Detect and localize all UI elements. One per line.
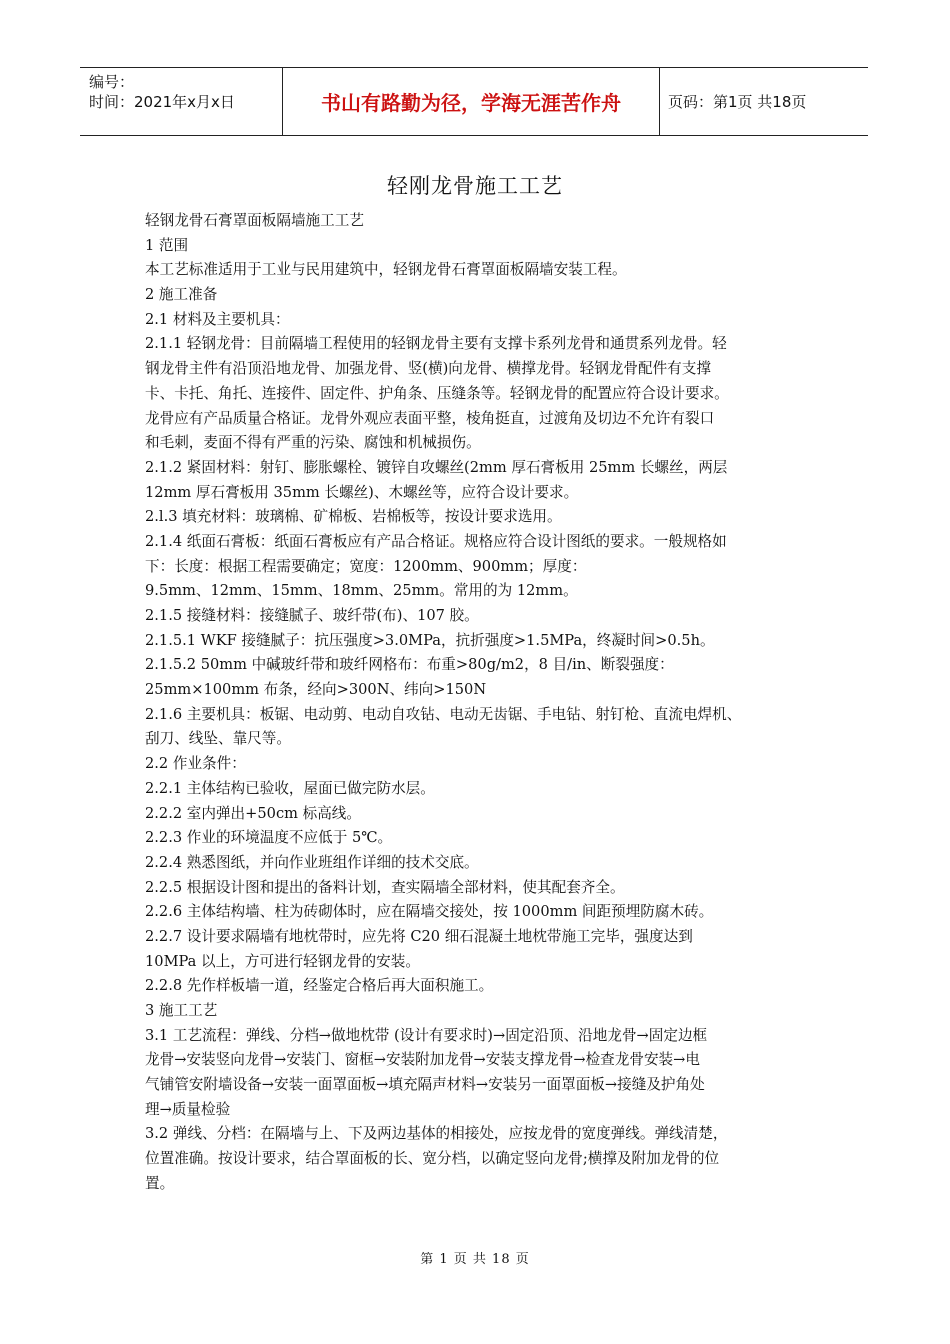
body-line: 2.1 材料及主要机具： (145, 310, 290, 328)
body-line: 10MPa 以上，方可进行轻钢龙骨的安装。 (145, 952, 420, 970)
header-info-cell (80, 68, 282, 135)
body-line: 1 范围 (145, 236, 189, 254)
body-line: 置。 (145, 1174, 175, 1192)
body-line: 卡、卡托、角托、连接件、固定件、护角条、压缝条等。轻钢龙骨的配置应符合设计要求。 (145, 384, 729, 402)
document-title: 轻刚龙骨施工工艺 (387, 174, 563, 198)
body-line: 2.1.5.2 50mm 中碱玻纤带和玻纤网格布：布重>80g/m2，8 目/in、断裂强度： (145, 656, 674, 674)
body-line: 龙骨应有产品质量合格证。龙骨外观应表面平整，棱角挺直，过渡角及切边不允许有裂口 (145, 409, 715, 427)
header-page-info: 页码：第1页 共18页 (668, 93, 807, 111)
page-header (80, 67, 868, 136)
body-line: 2.2.1 主体结构已验收，屋面已做完防水层。 (145, 779, 435, 797)
body-line: 位置准确。按设计要求，结合罩面板的长、宽分档，以确定竖向龙骨;横撑及附加龙骨的位 (145, 1150, 720, 1168)
body-line: 2.1.1 轻钢龙骨：目前隔墙工程使用的轻钢龙骨主要有支撑卡系列龙骨和通贯系列龙骨。轻 (145, 335, 727, 353)
body-line: 气铺管安附墙设备→安装一面罩面板→填充隔声材料→安装另一面罩面板→接缝及护角处 (145, 1076, 705, 1094)
body-line: 2.1.4 纸面石膏板：纸面石膏板应有产品合格证。规格应符合设计图纸的要求。一般规格如 (145, 532, 727, 550)
body-line: 2.2.7 设计要求隔墙有地枕带时，应先将 C20 细石混凝土地枕带施工完毕，强度达到 (145, 927, 693, 945)
body-line: 2.2.8 先作样板墙一道，经鉴定合格后再大面积施工。 (145, 977, 494, 995)
document-number-label: 编号： (89, 73, 135, 91)
body-line: 和毛刺，麦面不得有严重的污染、腐蚀和机械损伤。 (145, 434, 481, 452)
document-body (145, 209, 813, 1197)
document-date-label: 时间：2021年x月x日 (89, 93, 235, 111)
body-line: 钢龙骨主件有沿顶沿地龙骨、加强龙骨、竖(横)向龙骨、横撑龙骨。轻钢龙骨配件有支撑 (145, 360, 711, 378)
body-line: 12mm 厚石膏板用 35mm 长螺丝)、木螺丝等，应符合设计要求。 (145, 483, 579, 501)
body-line: 25mm×100mm 布条，经向>300N、纬向>150N (145, 681, 487, 699)
body-line: 2.2.5 根据设计图和提出的备料计划，查实隔墙全部材料，使其配套齐全。 (145, 878, 625, 896)
body-line: 下：长度：根据工程需要确定；宽度：1200mm、900mm；厚度： (145, 557, 587, 575)
body-line: 轻钢龙骨石膏罩面板隔墙施工工艺 (145, 212, 364, 229)
body-line: 2.1.5 接缝材料：接缝腻子、玻纤带(布)、107 胶。 (145, 607, 479, 624)
body-line: 本工艺标准适用于工业与民用建筑中，轻钢龙骨石膏罩面板隔墙安装工程。 (145, 261, 627, 279)
body-line: 刮刀、线坠、靠尺等。 (145, 730, 291, 748)
page-footer: 第 1 页 共 18 页 (420, 1252, 530, 1267)
body-line: 2.2.6 主体结构墙、柱为砖砌体时，应在隔墙交接处，按 1000mm 间距预埋防腐木砖。 (145, 903, 714, 921)
body-line: 2 施工准备 (145, 286, 218, 304)
body-line: 龙骨→安装竖向龙骨→安装门、窗框→安装附加龙骨→安装支撑龙骨→检查龙骨安装→电 (145, 1051, 700, 1069)
body-line: 3.1 工艺流程：弹线、分档→做地枕带 (设计有要求时)→固定沿顶、沿地龙骨→固定边框 (145, 1026, 708, 1044)
body-line: 2.1.2 紧固材料：射钉、膨胀螺栓、镀锌自攻螺丝(2mm 厚石膏板用 25mm 长螺丝，两层 (145, 458, 728, 476)
body-line: 2.1.6 主要机具：板锯、电动剪、电动自攻钻、电动无齿锯、手电钻、射钉枪、直流电焊机、 (145, 705, 742, 723)
body-line: 3 施工工艺 (145, 1002, 218, 1019)
body-line: 2.1.5.1 WKF 接缝腻子：抗压强度>3.0MPa，抗折强度>1.5MPa，终凝时间>0.5h。 (145, 631, 715, 649)
body-line: 3.2 弹线、分档：在隔墙与上、下及两边基体的相接处，应按龙骨的宽度弹线。弹线清楚， (145, 1125, 728, 1143)
body-line: 2.2.4 熟悉图纸，并向作业班组作详细的技术交底。 (145, 853, 479, 871)
body-line: 2.2.2 室内弹出+50cm 标高线。 (145, 804, 361, 822)
body-line: 2.2 作业条件： (145, 755, 246, 773)
body-line: 理→质量检验 (145, 1100, 231, 1118)
body-line: 2.2.3 作业的环境温度不应低于 5℃。 (145, 829, 393, 847)
body-line: 2.l.3 填充材料：玻璃棉、矿棉板、岩棉板等，按设计要求选用。 (145, 508, 562, 526)
header-motto: 书山有路勤为径，学海无涯苦作舟 (282, 68, 660, 135)
body-line: 9.5mm、12mm、15mm、18mm、25mm。常用的为 12mm。 (145, 582, 578, 600)
